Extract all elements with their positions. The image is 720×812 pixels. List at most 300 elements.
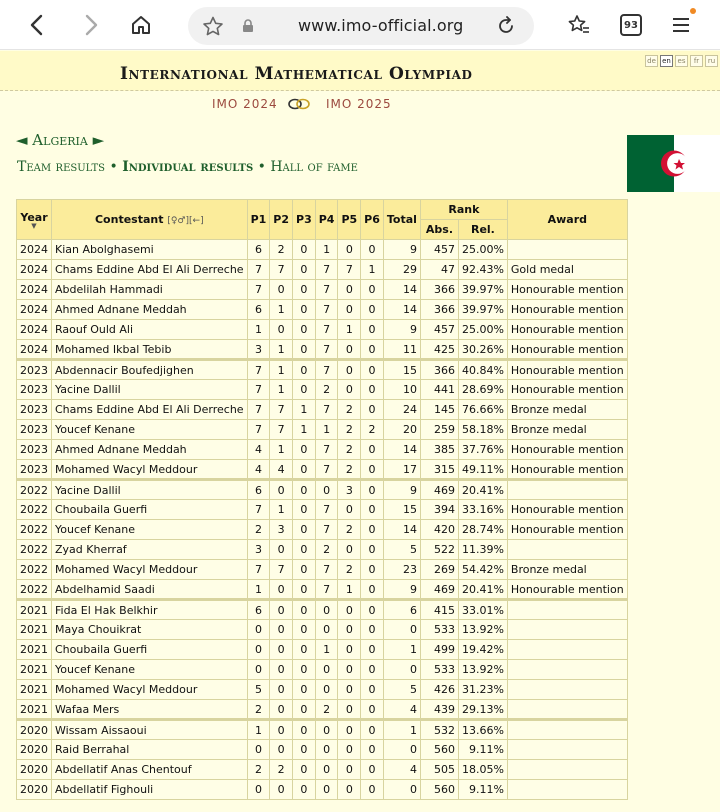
col-p3[interactable]: P3	[293, 200, 316, 240]
problem-score-p6: 0	[361, 540, 384, 560]
year-cell: 2021	[17, 680, 52, 700]
problem-score-p5: 0	[338, 700, 361, 720]
contestant-name[interactable]: Abdelilah Hammadi	[52, 280, 248, 300]
col-rank-abs[interactable]: Abs.	[420, 220, 458, 240]
problem-score-p3: 0	[293, 320, 316, 340]
award-cell: Honourable mention	[507, 320, 627, 340]
hall-of-fame-link[interactable]: Hall of fame	[270, 159, 358, 175]
problem-score-p5: 2	[338, 400, 361, 420]
total-score: 11	[383, 340, 420, 360]
rank-rel: 9.11%	[458, 740, 507, 760]
favorites-star-list-icon	[567, 14, 591, 36]
rank-abs: 366	[420, 360, 458, 380]
problem-score-p1: 4	[247, 440, 270, 460]
year-cell: 2020	[17, 720, 52, 740]
problem-score-p2: 4	[270, 460, 293, 480]
problem-score-p2: 0	[270, 580, 293, 600]
total-score: 0	[383, 740, 420, 760]
problem-score-p3: 0	[293, 740, 316, 760]
total-score: 9	[383, 240, 420, 260]
problem-score-p1: 0	[247, 780, 270, 800]
table-row	[17, 400, 628, 420]
problem-score-p6: 0	[361, 660, 384, 680]
contestant-name[interactable]: Kian Abolghasemi	[52, 240, 248, 260]
imo-next-link[interactable]: IMO 2025	[326, 97, 392, 111]
problem-score-p1: 6	[247, 300, 270, 320]
tab-count-button[interactable]: 93	[620, 14, 642, 36]
problem-score-p6: 2	[361, 420, 384, 440]
problem-score-p1: 3	[247, 540, 270, 560]
rank-abs: 533	[420, 660, 458, 680]
total-score: 5	[383, 680, 420, 700]
contestant-name[interactable]: Ahmed Adnane Meddah	[52, 440, 248, 460]
reload-icon[interactable]	[496, 16, 516, 36]
problem-score-p4: 1	[315, 240, 338, 260]
year-cell: 2020	[17, 780, 52, 800]
problem-score-p6: 0	[361, 560, 384, 580]
year-cell: 2024	[17, 300, 52, 320]
problem-score-p3: 0	[293, 280, 316, 300]
award-cell	[507, 240, 627, 260]
contestant-name[interactable]: Choubaila Guerfi	[52, 500, 248, 520]
rank-abs: 394	[420, 500, 458, 520]
problem-score-p5: 0	[338, 360, 361, 380]
problem-score-p4: 7	[315, 400, 338, 420]
rank-rel: 20.41%	[458, 580, 507, 600]
total-score: 1	[383, 640, 420, 660]
problem-score-p3: 1	[293, 400, 316, 420]
problem-score-p4: 7	[315, 340, 338, 360]
problem-score-p2: 0	[270, 700, 293, 720]
problem-score-p2: 3	[270, 520, 293, 540]
lang-ru[interactable]: ru	[705, 55, 718, 67]
problem-score-p2: 2	[270, 760, 293, 780]
problem-score-p3: 0	[293, 640, 316, 660]
rank-rel: 76.66%	[458, 400, 507, 420]
problem-score-p2: 2	[270, 240, 293, 260]
problem-score-p3: 0	[293, 620, 316, 640]
problem-score-p1: 4	[247, 460, 270, 480]
contestant-name[interactable]: Mohamed Ikbal Tebib	[52, 340, 248, 360]
problem-score-p6: 0	[361, 440, 384, 460]
problem-score-p2: 0	[270, 540, 293, 560]
problem-score-p6: 0	[361, 780, 384, 800]
contestant-name[interactable]: Mohamed Wacyl Meddour	[52, 560, 248, 580]
contestant-name[interactable]: Raouf Ould Ali	[52, 320, 248, 340]
total-score: 0	[383, 660, 420, 680]
problem-score-p1: 7	[247, 360, 270, 380]
problem-score-p3: 0	[293, 540, 316, 560]
year-cell: 2022	[17, 560, 52, 580]
contestant-name[interactable]: Abdellatif Fighouli	[52, 780, 248, 800]
year-cell: 2023	[17, 440, 52, 460]
award-cell: Honourable mention	[507, 360, 627, 380]
year-cell: 2021	[17, 600, 52, 620]
problem-score-p6: 0	[361, 700, 384, 720]
browser-toolbar	[0, 0, 720, 50]
lang-de[interactable]: de	[645, 55, 658, 67]
col-award[interactable]: Award	[507, 200, 627, 240]
algeria-flag-icon	[627, 135, 720, 192]
problem-score-p1: 0	[247, 640, 270, 660]
contestant-name[interactable]: Mohamed Wacyl Meddour	[52, 680, 248, 700]
total-score: 24	[383, 400, 420, 420]
problem-score-p1: 2	[247, 760, 270, 780]
contestant-name[interactable]: Ahmed Adnane Meddah	[52, 300, 248, 320]
problem-score-p6: 0	[361, 280, 384, 300]
contestant-name[interactable]: Abdellatif Anas Chentouf	[52, 760, 248, 780]
table-row	[17, 640, 628, 660]
site-header	[0, 51, 720, 91]
contestant-name[interactable]: Choubaila Guerfi	[52, 640, 248, 660]
year-cell: 2022	[17, 580, 52, 600]
award-cell: Honourable mention	[507, 300, 627, 320]
problem-score-p1: 1	[247, 720, 270, 740]
contestant-name[interactable]: Youcef Kenane	[52, 420, 248, 440]
year-cell: 2023	[17, 360, 52, 380]
total-score: 9	[383, 480, 420, 500]
award-cell: Honourable mention	[507, 500, 627, 520]
total-score: 10	[383, 380, 420, 400]
rank-rel: 30.26%	[458, 340, 507, 360]
table-row	[17, 780, 628, 800]
bookmark-star-icon[interactable]	[202, 16, 224, 36]
problem-score-p6: 0	[361, 620, 384, 640]
rank-rel: 31.23%	[458, 680, 507, 700]
problem-score-p5: 0	[338, 240, 361, 260]
table-row	[17, 240, 628, 260]
total-score: 0	[383, 620, 420, 640]
problem-score-p4: 7	[315, 460, 338, 480]
total-score: 29	[383, 260, 420, 280]
problem-score-p4: 0	[315, 660, 338, 680]
award-cell	[507, 680, 627, 700]
rank-rel: 28.69%	[458, 380, 507, 400]
award-cell	[507, 760, 627, 780]
year-cell: 2023	[17, 460, 52, 480]
contestant-name[interactable]: Yacine Dallil	[52, 380, 248, 400]
year-cell: 2024	[17, 260, 52, 280]
rank-rel: 25.00%	[458, 240, 507, 260]
contestant-name[interactable]: Abdennacir Boufedjighen	[52, 360, 248, 380]
table-row	[17, 540, 628, 560]
rank-rel: 13.92%	[458, 660, 507, 680]
rank-rel: 33.16%	[458, 500, 507, 520]
problem-score-p4: 7	[315, 500, 338, 520]
address-bar[interactable]	[188, 7, 534, 45]
problem-score-p5: 2	[338, 560, 361, 580]
year-cell: 2024	[17, 320, 52, 340]
table-row	[17, 620, 628, 640]
rank-abs: 441	[420, 380, 458, 400]
problem-score-p6: 0	[361, 640, 384, 660]
table-row	[17, 720, 628, 740]
contestant-name[interactable]: Fida El Hak Belkhir	[52, 600, 248, 620]
lock-icon	[242, 19, 254, 33]
rank-abs: 259	[420, 420, 458, 440]
year-cell: 2021	[17, 640, 52, 660]
problem-score-p2: 0	[270, 480, 293, 500]
contestant-name[interactable]: Zyad Kherraf	[52, 540, 248, 560]
table-row	[17, 520, 628, 540]
col-p6[interactable]: P6	[361, 200, 384, 240]
problem-score-p6: 0	[361, 240, 384, 260]
contestant-name[interactable]: Youcef Kenane	[52, 660, 248, 680]
col-total[interactable]: Total	[383, 200, 420, 240]
problem-score-p1: 6	[247, 240, 270, 260]
lang-fr[interactable]: fr	[690, 55, 703, 67]
problem-score-p6: 0	[361, 680, 384, 700]
problem-score-p1: 7	[247, 280, 270, 300]
contestant-name[interactable]: Maya Chouikrat	[52, 620, 248, 640]
problem-score-p2: 7	[270, 260, 293, 280]
problem-score-p5: 0	[338, 680, 361, 700]
contestant-name[interactable]: Chams Eddine Abd El Ali Derreche	[52, 400, 248, 420]
year-cell: 2024	[17, 240, 52, 260]
col-rank-rel[interactable]: Rel.	[458, 220, 507, 240]
award-cell: Bronze medal	[507, 400, 627, 420]
year-cell: 2022	[17, 520, 52, 540]
rank-rel: 39.97%	[458, 300, 507, 320]
problem-score-p1: 2	[247, 520, 270, 540]
problem-score-p5: 0	[338, 540, 361, 560]
problem-score-p2: 0	[270, 320, 293, 340]
problem-score-p5: 0	[338, 760, 361, 780]
contestant-name[interactable]: Raid Berrahal	[52, 740, 248, 760]
problem-score-p6: 0	[361, 500, 384, 520]
problem-score-p5: 1	[338, 320, 361, 340]
notification-dot	[690, 8, 696, 14]
year-cell: 2021	[17, 620, 52, 640]
total-score: 14	[383, 300, 420, 320]
problem-score-p1: 3	[247, 340, 270, 360]
year-cell: 2021	[17, 700, 52, 720]
problem-score-p5: 0	[338, 340, 361, 360]
problem-score-p4: 7	[315, 320, 338, 340]
problem-score-p2: 0	[270, 280, 293, 300]
rank-abs: 457	[420, 320, 458, 340]
col-year[interactable]: Year ▼	[17, 200, 52, 240]
problem-score-p4: 2	[315, 380, 338, 400]
table-row	[17, 320, 628, 340]
rank-abs: 415	[420, 600, 458, 620]
contestant-name[interactable]: Mohamed Wacyl Meddour	[52, 460, 248, 480]
problem-score-p6: 0	[361, 460, 384, 480]
lang-es[interactable]: es	[675, 55, 688, 67]
col-p2[interactable]: P2	[270, 200, 293, 240]
hamburger-menu-icon	[671, 16, 691, 34]
problem-score-p5: 0	[338, 380, 361, 400]
col-contestant[interactable]: Contestant [♀♂][←]	[52, 200, 248, 240]
contestant-name[interactable]: Abdelhamid Saadi	[52, 580, 248, 600]
contestant-name[interactable]: Wafaa Mers	[52, 700, 248, 720]
contestant-name[interactable]: Wissam Aissaoui	[52, 720, 248, 740]
table-row	[17, 380, 628, 400]
site-title[interactable]: International Mathematical Olympiad	[120, 64, 473, 84]
problem-score-p3: 0	[293, 580, 316, 600]
problem-score-p1: 7	[247, 500, 270, 520]
award-cell: Honourable mention	[507, 440, 627, 460]
imo-prev-link[interactable]: IMO 2024	[212, 97, 278, 111]
award-cell	[507, 720, 627, 740]
contestant-sort-links[interactable]: [♀♂][←]	[167, 216, 204, 226]
award-cell	[507, 700, 627, 720]
problem-score-p4: 7	[315, 280, 338, 300]
total-score: 20	[383, 420, 420, 440]
award-cell	[507, 480, 627, 500]
link-separator: •	[253, 159, 271, 175]
table-row	[17, 560, 628, 580]
problem-score-p6: 0	[361, 400, 384, 420]
lang-en[interactable]: en	[660, 55, 673, 67]
problem-score-p5: 7	[338, 260, 361, 280]
total-score: 5	[383, 540, 420, 560]
total-score: 14	[383, 440, 420, 460]
favorites-button[interactable]	[562, 8, 596, 42]
problem-score-p3: 1	[293, 420, 316, 440]
problem-score-p5: 0	[338, 600, 361, 620]
home-button[interactable]	[124, 8, 158, 42]
problem-score-p3: 0	[293, 260, 316, 280]
table-row	[17, 440, 628, 460]
award-cell: Honourable mention	[507, 280, 627, 300]
rank-abs: 366	[420, 300, 458, 320]
problem-score-p4: 7	[315, 260, 338, 280]
problem-score-p2: 1	[270, 440, 293, 460]
problem-score-p3: 0	[293, 300, 316, 320]
year-cell: 2020	[17, 760, 52, 780]
language-selector	[645, 55, 718, 67]
rank-abs: 420	[420, 520, 458, 540]
imo-logo-icon[interactable]	[286, 97, 312, 111]
rank-rel: 54.42%	[458, 560, 507, 580]
total-score: 4	[383, 700, 420, 720]
award-cell: Honourable mention	[507, 340, 627, 360]
contestant-name[interactable]: Chams Eddine Abd El Ali Derreche	[52, 260, 248, 280]
problem-score-p5: 2	[338, 520, 361, 540]
rank-rel: 29.13%	[458, 700, 507, 720]
rank-rel: 18.05%	[458, 760, 507, 780]
rank-abs: 499	[420, 640, 458, 660]
total-score: 23	[383, 560, 420, 580]
problem-score-p6: 0	[361, 320, 384, 340]
table-row	[17, 740, 628, 760]
col-p5[interactable]: P5	[338, 200, 361, 240]
award-cell: Honourable mention	[507, 520, 627, 540]
col-p4[interactable]: P4	[315, 200, 338, 240]
problem-score-p6: 0	[361, 480, 384, 500]
problem-score-p3: 0	[293, 680, 316, 700]
total-score: 15	[383, 500, 420, 520]
problem-score-p3: 0	[293, 500, 316, 520]
contestant-name[interactable]: Yacine Dallil	[52, 480, 248, 500]
award-cell	[507, 660, 627, 680]
problem-score-p4: 0	[315, 620, 338, 640]
rank-rel: 9.11%	[458, 780, 507, 800]
sort-down-icon[interactable]: ▼	[31, 221, 37, 230]
problem-score-p1: 1	[247, 580, 270, 600]
problem-score-p5: 0	[338, 620, 361, 640]
problem-score-p4: 0	[315, 680, 338, 700]
problem-score-p2: 0	[270, 680, 293, 700]
rank-rel: 39.97%	[458, 280, 507, 300]
back-button[interactable]	[20, 8, 54, 42]
problem-score-p1: 0	[247, 620, 270, 640]
award-cell	[507, 640, 627, 660]
problem-score-p5: 0	[338, 500, 361, 520]
problem-score-p2: 0	[270, 780, 293, 800]
problem-score-p6: 0	[361, 360, 384, 380]
problem-score-p3: 0	[293, 360, 316, 380]
forward-button[interactable]	[74, 8, 108, 42]
problem-score-p3: 0	[293, 340, 316, 360]
country-heading[interactable]: ◄ Algeria ►	[16, 131, 105, 149]
rank-rel: 11.39%	[458, 540, 507, 560]
award-cell: Gold medal	[507, 260, 627, 280]
link-separator: •	[105, 159, 123, 175]
rank-abs: 366	[420, 280, 458, 300]
problem-score-p1: 7	[247, 560, 270, 580]
problem-score-p2: 7	[270, 400, 293, 420]
total-score: 4	[383, 760, 420, 780]
rank-abs: 469	[420, 480, 458, 500]
problem-score-p4: 0	[315, 480, 338, 500]
problem-score-p4: 0	[315, 600, 338, 620]
country-links	[17, 159, 358, 175]
year-cell: 2020	[17, 740, 52, 760]
problem-score-p2: 1	[270, 380, 293, 400]
award-cell	[507, 540, 627, 560]
rank-rel: 58.18%	[458, 420, 507, 440]
problem-score-p2: 1	[270, 500, 293, 520]
contestant-name[interactable]: Youcef Kenane	[52, 520, 248, 540]
problem-score-p1: 7	[247, 380, 270, 400]
problem-score-p5: 0	[338, 640, 361, 660]
problem-score-p4: 7	[315, 440, 338, 460]
problem-score-p6: 0	[361, 520, 384, 540]
rank-abs: 560	[420, 740, 458, 760]
problem-score-p3: 0	[293, 600, 316, 620]
problem-score-p4: 7	[315, 520, 338, 540]
rank-abs: 533	[420, 620, 458, 640]
col-p1[interactable]: P1	[247, 200, 270, 240]
problem-score-p5: 2	[338, 420, 361, 440]
problem-score-p3: 0	[293, 240, 316, 260]
rank-abs: 522	[420, 540, 458, 560]
rank-abs: 385	[420, 440, 458, 460]
problem-score-p2: 0	[270, 660, 293, 680]
table-row	[17, 420, 628, 440]
year-cell: 2024	[17, 280, 52, 300]
team-results-link[interactable]: Team results	[17, 159, 106, 175]
table-row	[17, 580, 628, 600]
problem-score-p6: 0	[361, 300, 384, 320]
problem-score-p4: 7	[315, 560, 338, 580]
problem-score-p3: 0	[293, 660, 316, 680]
rank-abs: 315	[420, 460, 458, 480]
individual-results-link[interactable]: Individual results	[122, 159, 254, 175]
rank-rel: 33.01%	[458, 600, 507, 620]
rank-rel: 25.00%	[458, 320, 507, 340]
forward-arrow-icon	[82, 14, 100, 36]
rank-abs: 47	[420, 260, 458, 280]
problem-score-p4: 1	[315, 640, 338, 660]
problem-score-p3: 0	[293, 720, 316, 740]
year-cell: 2022	[17, 540, 52, 560]
table-row	[17, 300, 628, 320]
problem-score-p4: 7	[315, 580, 338, 600]
problem-score-p1: 1	[247, 320, 270, 340]
